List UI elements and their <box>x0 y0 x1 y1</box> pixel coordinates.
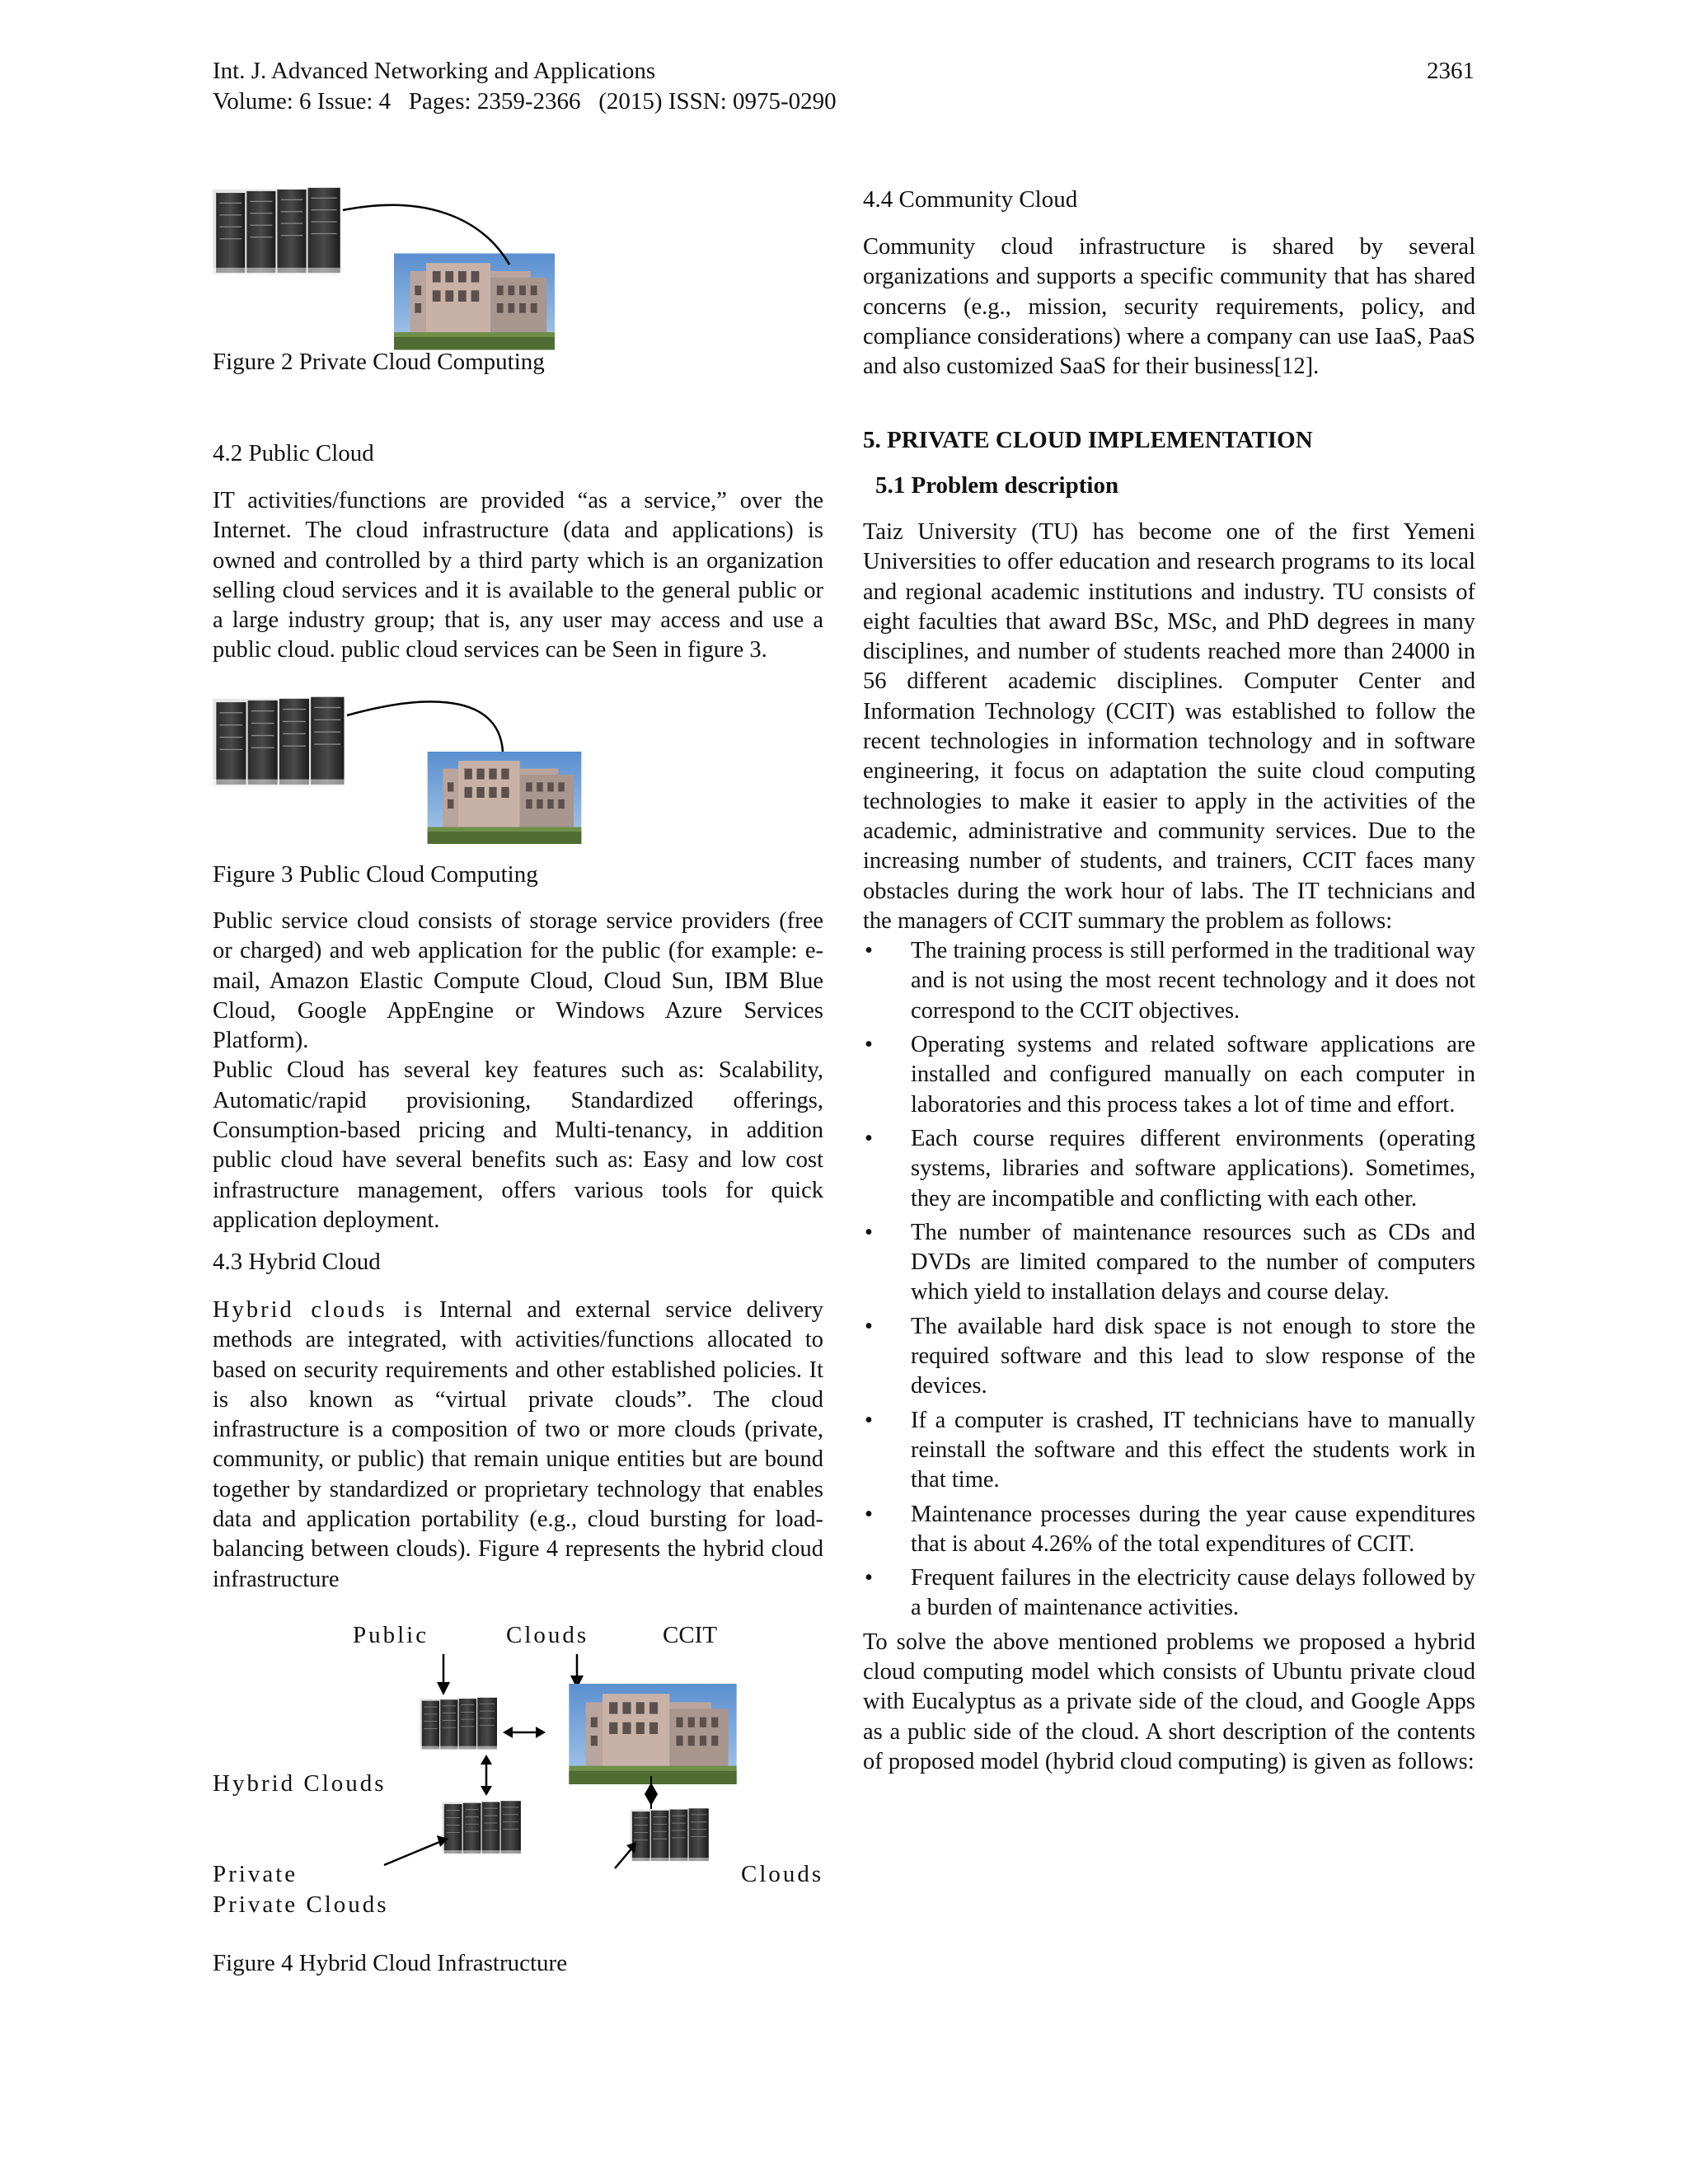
list-item <box>863 1124 1475 1214</box>
public-cloud-paragraph-1: Public service cloud consists of storage service providers (free or charged) and web application for the public (for example: e-mail, Amazon Elastic Compute Cloud, Cloud Sun, IBM Blue Cloud, Google AppEngine or Windows Azure Services Platform). <box>213 908 823 1054</box>
bullet-icon: • <box>865 1219 873 1245</box>
closing-paragraph: To solve the above mentioned problems we proposed a hybrid cloud computing model which consists of Ubuntu private cloud with Eucalyptus as a private side of the cloud, and Google Apps as a public side of the cloud. A short description of the contents of proposed model (hybrid cloud computing) is given as follows: <box>863 1629 1475 1774</box>
fig4-label-clouds-right: Clouds <box>741 1861 824 1887</box>
bullet-icon: • <box>865 1125 873 1151</box>
section-4-4-text: Community cloud infrastructure is shared by several organizations and supports a specific community that has shared concerns (e.g., mission, security requirements, policy, and compliance considerations) where a company can use IaaS, PaaS and also customized SaaS for their business[12]. <box>863 234 1475 380</box>
list-item <box>863 1030 1475 1120</box>
section-4-3-body: Internal and external service delivery methods are integrated, with activities/functions allocated to based on security requirements and other established policies. It is also known as “virtual private clouds”. The cloud infrastructure is a composition of two or more clouds (private, community, or public) that remain unique entities but are bound together by standardized or proprietary technology that enables data and application portability (e.g., cloud bursting for load-balancing between clouds). Figure 4 represents the hybrid cloud infrastructure <box>213 1297 823 1592</box>
figure-2-illustration <box>211 185 557 350</box>
bullet-icon: • <box>865 1313 873 1339</box>
figure-3-illustration <box>211 692 590 845</box>
list-item-text: The available hard disk space is not enough to store the required software and this lead to slow response of the devices. <box>911 1313 1475 1399</box>
list-item <box>863 1406 1475 1496</box>
fig4-label-public: Public <box>353 1622 429 1648</box>
volume-info: Volume: 6 Issue: 4 Pages: 2359-2366 (2015) ISSN: 0975-0290 <box>213 88 837 115</box>
section-4-2-text: IT activities/functions are provided “as a service,” over the Internet. The cloud infrastructure (data and applications) is owned and controlled by a third party which is an organization selling cloud services and it is available to the general public or a large industry group; that is, any user may access and use a public cloud. public cloud services can be Seen in figure 3. <box>213 488 823 663</box>
list-item <box>863 1218 1475 1308</box>
figure-3-caption: Figure 3 Public Cloud Computing <box>213 861 538 888</box>
bullet-icon: • <box>865 938 873 964</box>
bullet-icon: • <box>865 1565 873 1591</box>
section-4-4-heading: 4.4 Community Cloud <box>863 186 1078 213</box>
public-cloud-paragraph-2: Public Cloud has several key features such as: Scalability, Automatic/rapid provisioning, Standardized offerings, Consumption-based pricing and Multi-tenancy, in addition public cloud have several benefits such as: Easy and low cost infrastructure management, offers various tools for quick application deployment. <box>213 1057 823 1233</box>
section-5-1-text: Taiz University (TU) has become one of the first Yemeni Universities to offer education and research programs to its local and regional academic institutions and industry. TU consists of eight faculties that award BSc, MSc, and PhD degrees in many disciplines, and number of students reached more than 24000 in 56 different academic disciplines. Computer Center and Information Technology (CCIT) was established to follow the recent technologies in information technology and in software engineering, it focus on adaptation the suite cloud computing technologies to make it easier to apply in the activities of the academic, administrative and community services. Due to the increasing number of students, and trainers, CCIT faces many obstacles during the work hour of labs. The IT technicians and the managers of CCIT summary the problem as follows: <box>863 519 1475 934</box>
section-4-3-lead: Hybrid clouds is <box>213 1297 425 1323</box>
list-item-text: The number of maintenance resources such as CDs and DVDs are limited compared to the number of computers which yield to installation delays and course delay. <box>911 1219 1475 1305</box>
page-number: 2361 <box>1427 58 1475 84</box>
section-5-heading: 5. PRIVATE CLOUD IMPLEMENTATION <box>863 427 1313 453</box>
figure-2-caption: Figure 2 Private Cloud Computing <box>213 349 545 375</box>
fig4-label-private: Private <box>213 1861 298 1887</box>
bullet-icon: • <box>865 1032 873 1058</box>
section-4-3-heading: 4.3 Hybrid Cloud <box>213 1249 381 1275</box>
fig4-label-ccit: CCIT <box>663 1622 718 1648</box>
list-item <box>863 1500 1475 1560</box>
bullet-icon: • <box>865 1407 873 1433</box>
fig4-label-hybrid-clouds: Hybrid Clouds <box>213 1770 387 1797</box>
fig4-label-clouds-top: Clouds <box>506 1622 589 1648</box>
list-item-text: Each course requires different environments (operating systems, libraries and software applications). Sometimes, they are incompatible and conflicting with each other. <box>911 1125 1475 1212</box>
fig4-label-private-clouds: Private Clouds <box>213 1891 389 1918</box>
list-item <box>863 1563 1475 1624</box>
bullet-icon: • <box>865 1501 873 1527</box>
figure-4-caption: Figure 4 Hybrid Cloud Infrastructure <box>213 1950 568 1976</box>
list-item-text: Operating systems and related software applications are installed and configured manually on each computer in laboratories and this process takes a lot of time and effort. <box>911 1032 1475 1118</box>
section-4-2-heading: 4.2 Public Cloud <box>213 440 374 466</box>
list-item-text: Maintenance processes during the year cause expenditures that is about 4.26% of the total expenditures of CCIT. <box>911 1501 1475 1557</box>
figure-4-diagram <box>371 1652 767 1875</box>
journal-name: Int. J. Advanced Networking and Applications <box>213 58 656 84</box>
section-4-3-text <box>213 1296 823 1595</box>
list-item-text: Frequent failures in the electricity cause delays followed by a burden of maintenance activities. <box>911 1565 1475 1621</box>
list-item <box>863 936 1475 1026</box>
list-item-text: If a computer is crashed, IT technicians have to manually reinstall the software and this effect the students work in that time. <box>911 1407 1475 1493</box>
list-item <box>863 1312 1475 1402</box>
section-5-1-heading: 5.1 Problem description <box>875 472 1119 499</box>
problem-list <box>863 936 1475 1624</box>
list-item-text: The training process is still performed in the traditional way and is not using the most recent technology and it does not correspond to the CCIT objectives. <box>911 938 1475 1024</box>
